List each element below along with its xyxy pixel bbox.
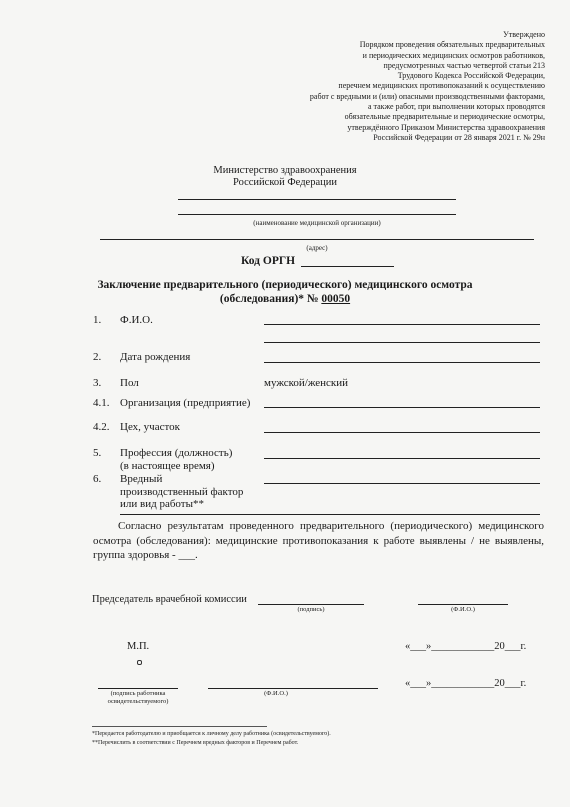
ministry-header [0, 165, 570, 189]
fio-line-2[interactable] [264, 342, 540, 343]
field-number: 4.2. [93, 421, 110, 433]
approval-line: и периодических медицинских осмотров работников, [362, 50, 545, 60]
approval-line: Утверждено [503, 30, 545, 39]
approval-line: предусмотренных частью четвертой статьи 213 [383, 60, 545, 70]
profession-line[interactable] [264, 458, 540, 459]
chairman-fio-caption: (Ф.И.О.) [451, 606, 475, 613]
chairman-signature-caption: (подпись) [297, 606, 325, 613]
birthdate-line[interactable] [264, 362, 540, 363]
field-label-profession: Профессия (должность) (в настоящее время) [120, 447, 233, 472]
chairman-fio-line[interactable] [418, 604, 508, 605]
worker-signature-caption: (подпись работника освидетельствуемого) [107, 690, 169, 705]
org-name-line-2[interactable] [178, 214, 456, 215]
field-label-birthdate: Дата рождения [120, 351, 191, 363]
field-label-organization: Организация (предприятие) [120, 397, 251, 409]
ministry-line-2: Российской Федерации [233, 177, 337, 188]
conclusion-text: Согласно результатам проведенного предварительного (периодического) медицинского осмотра (обследования): медицинские противопоказания к работе выявлены / не выявлены, группа здоровья - ___. [93, 520, 544, 561]
field-label-harmful-factor: Вредный производственный фактор или вид работы** [120, 473, 244, 510]
approval-line: Трудового Кодекса Российской Федерации, [397, 71, 545, 81]
approval-line: утверждённого Приказом Министерства здравоохранения [347, 122, 545, 132]
address-caption: (адрес) [306, 244, 328, 252]
address-line[interactable] [100, 239, 534, 240]
field-number: 1. [93, 314, 102, 326]
orgn-code-label: Код ОРГН [241, 255, 296, 267]
approval-line: Российской Федерации от 28 января 2021 г. № 29н [373, 132, 545, 142]
title-line-1: Заключение предварительного (периодического) медицинского осмотра [97, 279, 473, 291]
conclusion-number: 00050 [321, 293, 351, 305]
footnote-2: **Перечислить в соответствии с Перечнем вредных факторов и Перечнем работ. [92, 740, 299, 746]
stamp-mark [137, 660, 142, 665]
field-number: 5. [93, 447, 102, 459]
sex-value[interactable]: мужской/женский [264, 377, 349, 389]
worker-fio-line[interactable] [208, 688, 378, 689]
chairman-signature-line[interactable] [258, 604, 364, 605]
stamp-place: М.П. [127, 641, 150, 652]
document-title [0, 278, 570, 306]
date-field[interactable]: «___»____________20___г. [405, 641, 527, 652]
worker-fio-caption: (Ф.И.О.) [264, 690, 288, 697]
field-label-department: Цех, участок [120, 421, 180, 433]
field-label-sex: Пол [120, 377, 139, 389]
approval-block [245, 30, 545, 143]
harmful-factor-line[interactable] [264, 483, 540, 484]
footnote-1: *Передается работодателю и приобщается к личному делу работника (освидетельствуемого). [92, 731, 331, 737]
organization-line[interactable] [264, 407, 540, 408]
harmful-factor-line-2[interactable] [120, 514, 540, 515]
approval-line: а также работ, при выполнении которых проводятся [367, 102, 545, 112]
field-number: 6. [93, 473, 102, 485]
worker-date-field[interactable]: «___»____________20___г. [405, 678, 527, 689]
field-number: 2. [93, 351, 102, 363]
approval-line: обязательные предварительные и периодические осмотры, [344, 112, 545, 122]
department-line[interactable] [264, 432, 540, 433]
approval-line: работ с вредными и (или) опасными производственными факторами, [309, 91, 545, 101]
approval-line: Порядком проведения обязательных предварительных [359, 40, 545, 50]
org-name-line-1[interactable] [178, 199, 456, 200]
field-label-fio: Ф.И.О. [120, 314, 153, 326]
org-name-caption: (наименование медицинской организации) [253, 219, 381, 227]
title-line-2: (обследования)* № 00050 [219, 293, 351, 305]
field-number: 3. [93, 377, 102, 389]
approval-line: перечнем медицинских противопоказаний к осуществлению [338, 81, 545, 91]
footnote-separator [92, 726, 267, 727]
orgn-code-field[interactable] [301, 266, 394, 267]
fio-line-1[interactable] [264, 324, 540, 325]
chairman-label: Председатель врачебной комиссии [92, 594, 247, 605]
field-number: 4.1. [93, 397, 110, 409]
ministry-line-1: Министерство здравоохранения [213, 165, 357, 176]
worker-signature-line[interactable] [98, 688, 178, 689]
